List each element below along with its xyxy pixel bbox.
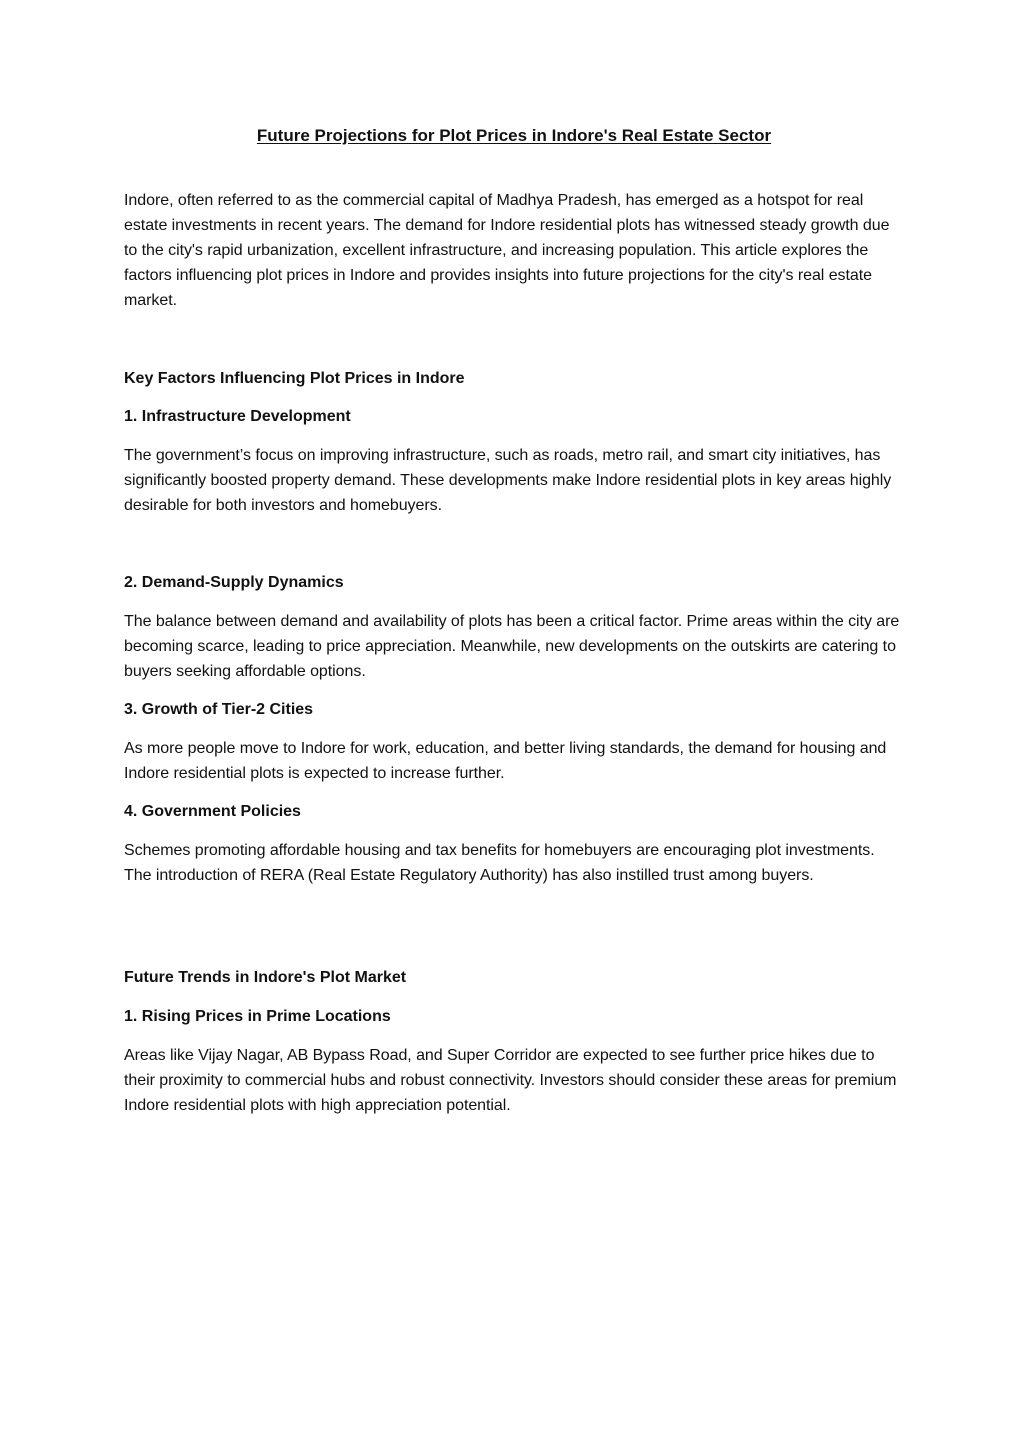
paragraph-infrastructure: The government’s focus on improving infrastructure, such as roads, metro rail, and smart city initiatives, has significantly boosted property demand. These developments make Indore residential plots in key areas highly desirable for both investors and homebuyers.	[124, 447, 892, 514]
section-heading-future-trends: Future Trends in Indore's Plot Market	[124, 969, 407, 986]
subsection-heading-demand-supply: 2. Demand-Supply Dynamics	[124, 574, 344, 591]
paragraph-rising-prices: Areas like Vijay Nagar, AB Bypass Road, and Super Corridor are expected to see further price hikes due to their proximity to commercial hubs and robust connectivity. Investors should consider these areas for premium Indore residential plots with high appreciation potential.	[124, 1047, 897, 1114]
subsection-heading-government-policies: 4. Government Policies	[124, 803, 301, 820]
paragraph-tier2-cities: As more people move to Indore for work, education, and better living standards, the demand for housing and Indore residential plots is expected to increase further.	[124, 740, 887, 782]
paragraph-demand-supply: The balance between demand and availability of plots has been a critical factor. Prime areas within the city are becoming scarce, leading to price appreciation. Meanwhile, new developments on the outskirts are catering to buyers seeking affordable options.	[124, 613, 900, 680]
subsection-heading-tier2-cities: 3. Growth of Tier-2 Cities	[124, 701, 314, 718]
section-heading-key-factors: Key Factors Influencing Plot Prices in Indore	[124, 370, 465, 387]
intro-paragraph: Indore, often referred to as the commercial capital of Madhya Pradesh, has emerged as a hotspot for real estate investments in recent years. The demand for Indore residential plots has witnessed steady growth due to the city's rapid urbanization, excellent infrastructure, and increasing population. This article explores the factors influencing plot prices in Indore and provides insights into future projections for the city's real estate market.	[124, 192, 890, 309]
document-title: Future Projections for Plot Prices in Indore's Real Estate Sector	[256, 126, 772, 145]
subsection-heading-rising-prices: 1. Rising Prices in Prime Locations	[124, 1008, 391, 1025]
paragraph-government-policies: Schemes promoting affordable housing and tax benefits for homebuyers are encouraging plot investments. The introduction of RERA (Real Estate Regulatory Authority) has also instilled trust among buyers.	[124, 842, 875, 884]
subsection-heading-infrastructure: 1. Infrastructure Development	[124, 408, 351, 425]
